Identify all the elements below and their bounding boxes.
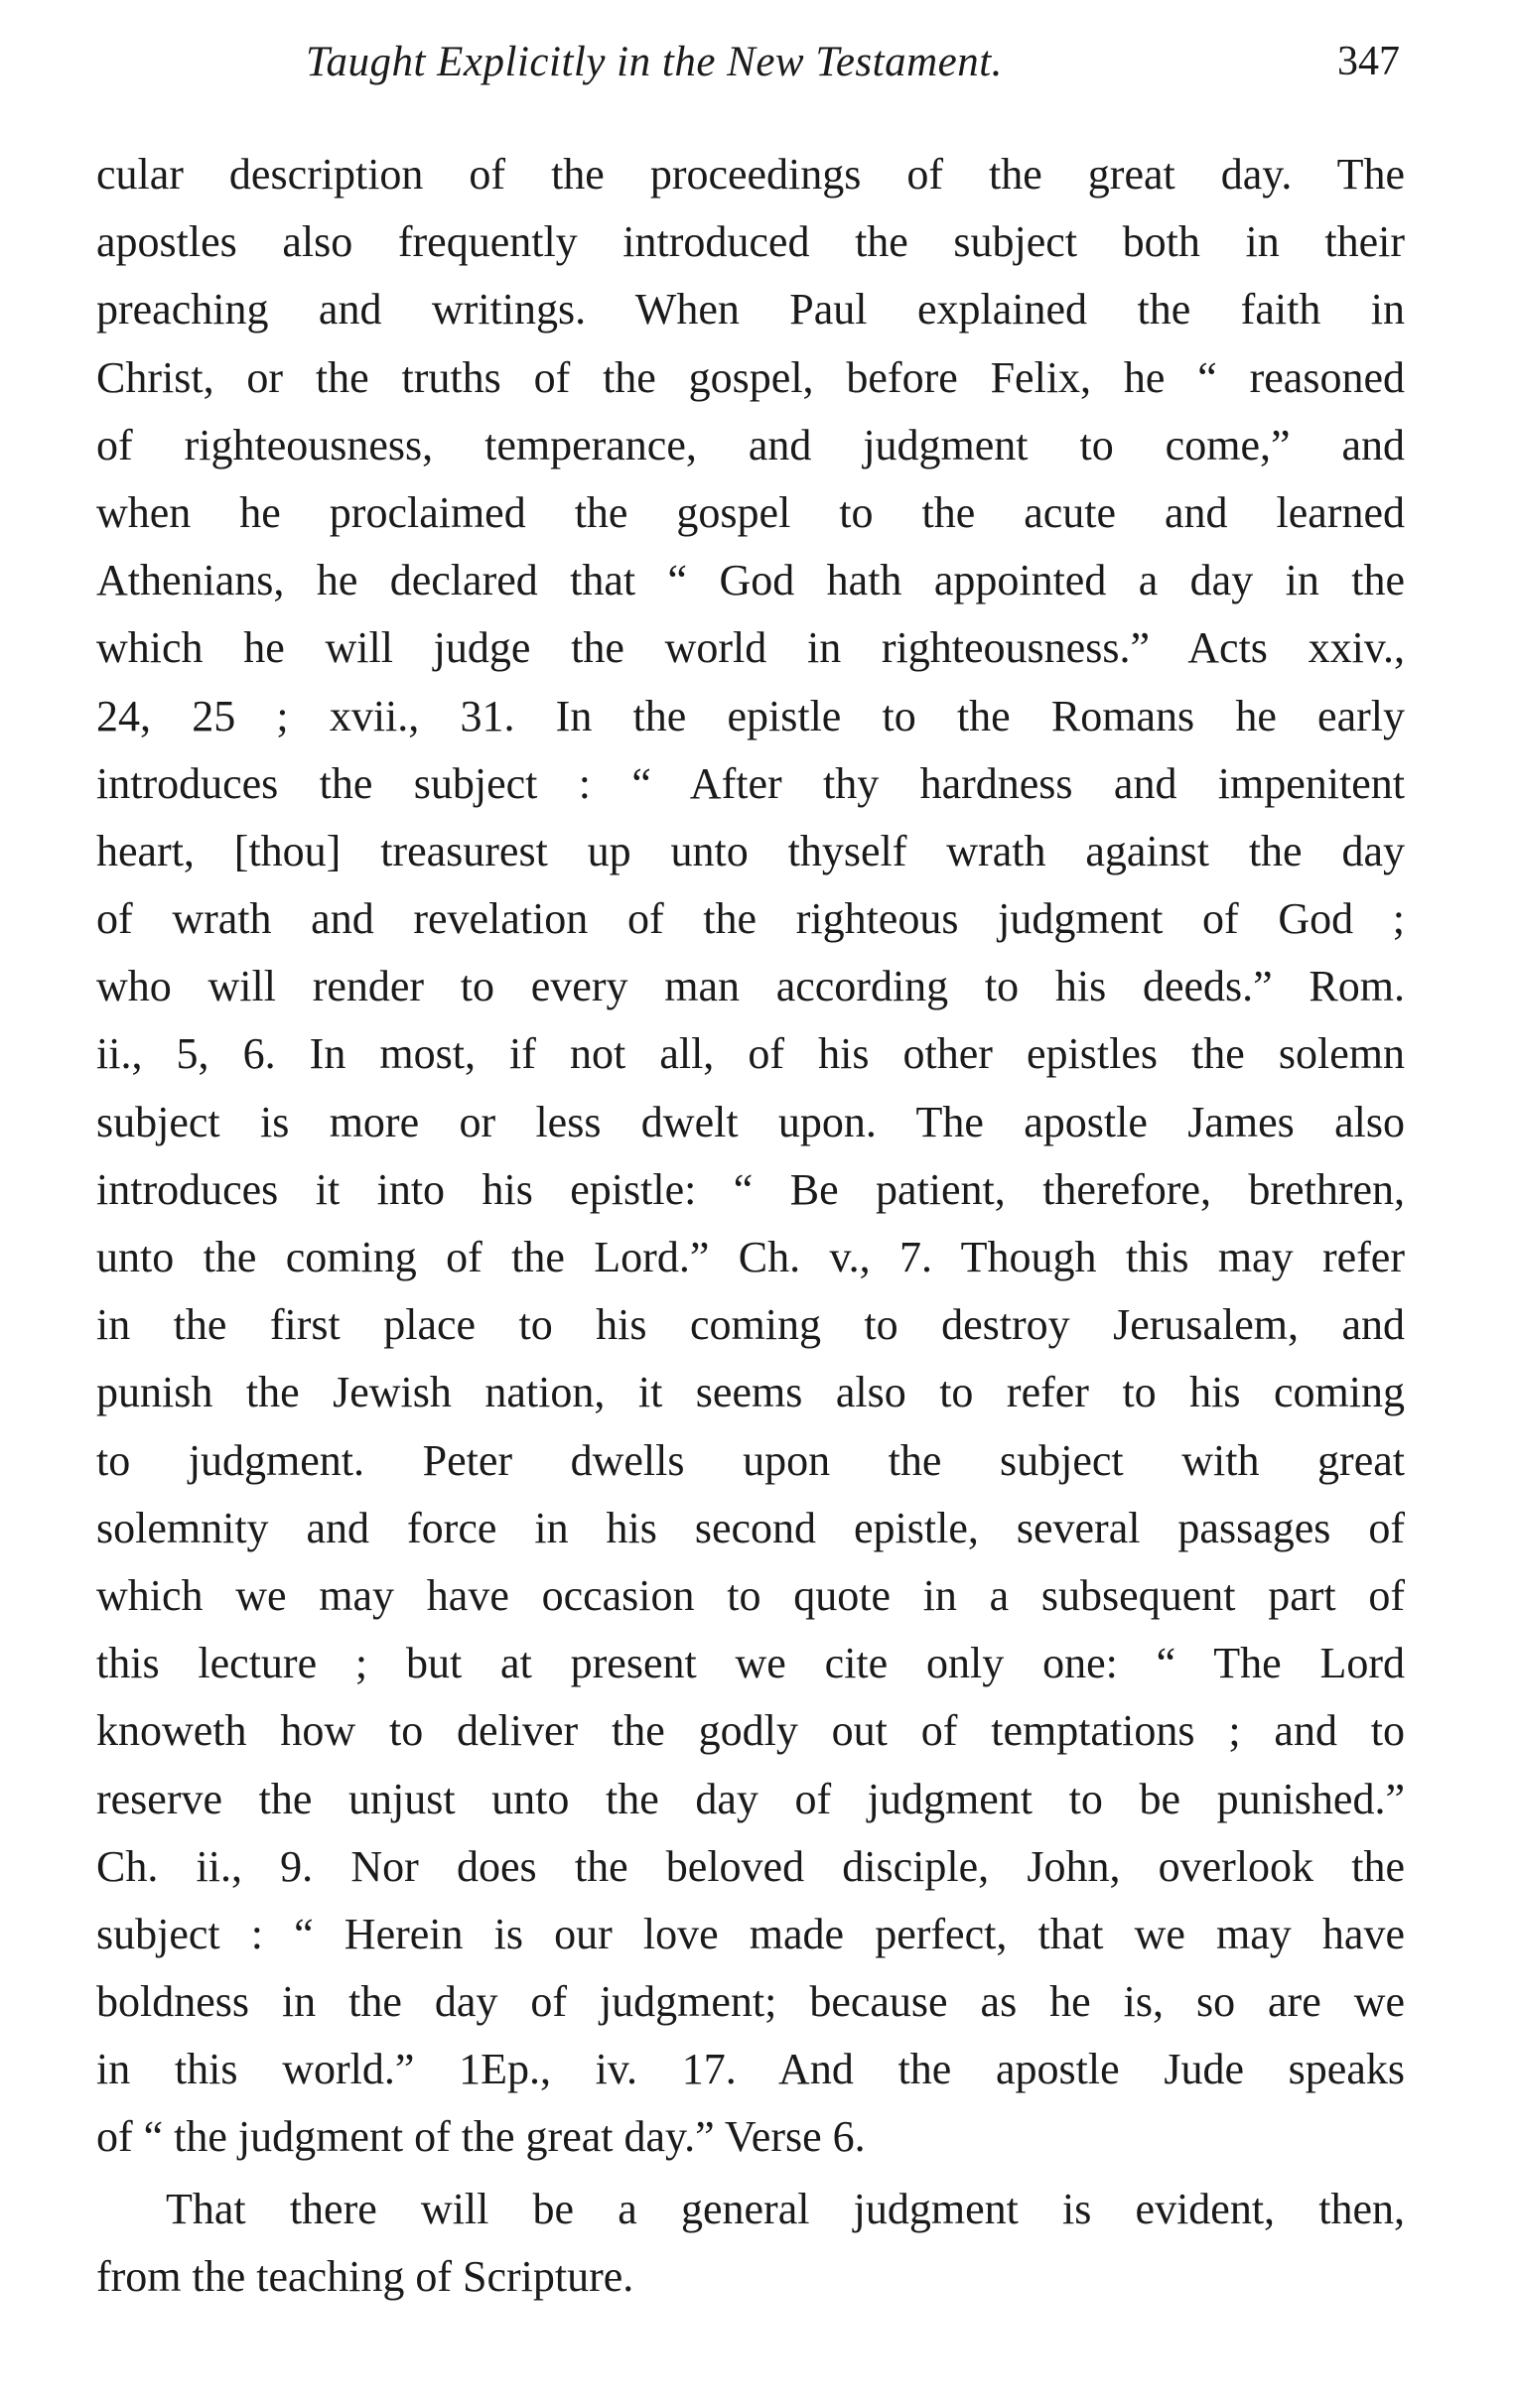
paragraph-1: [96, 141, 1405, 2172]
text-line: 24, 25 ; xvii., 31. In the epistle to the Romans he early: [96, 691, 1405, 740]
text-line: apostles also frequently introduced the subject both in their: [96, 217, 1405, 267]
running-head: [99, 38, 1400, 107]
text-line: cular description of the proceedings of the great day. The: [96, 150, 1405, 199]
body-text: [96, 141, 1405, 2311]
text-line: ii., 5, 6. In most, if not all, of his other epistles the solemn: [96, 1029, 1405, 1079]
text-line: subject : “ Herein is our love made perfect, that we may have: [96, 1909, 1405, 1958]
paragraph-2: [96, 2176, 1405, 2311]
text-line: punish the Jewish nation, it seems also to refer to his coming: [96, 1368, 1405, 1417]
text-line: to judgment. Peter dwells upon the subject with great: [96, 1435, 1405, 1485]
text-line: That there will be a general judgment is evident, then,: [166, 2184, 1405, 2233]
text-line: this lecture ; but at present we cite only one: “ The Lord: [96, 1639, 1405, 1688]
text-line: Christ, or the truths of the gospel, before Felix, he “ reasoned: [96, 352, 1405, 402]
text-line: which we may have occasion to quote in a subsequent part of: [96, 1570, 1405, 1620]
text-line: introduces it into his epistle: “ Be patient, therefore, brethren,: [96, 1164, 1405, 1214]
text-line: boldness in the day of judgment; because as he is, so are we: [96, 1977, 1405, 2027]
text-line: of wrath and revelation of the righteous judgment of God ;: [96, 894, 1405, 944]
text-line: of righteousness, temperance, and judgment to come,” and: [96, 420, 1405, 469]
text-line: heart, [thou] treasurest up unto thyself wrath against the day: [96, 826, 1405, 875]
text-line: reserve the unjust unto the day of judgment to be punished.”: [96, 1774, 1405, 1823]
text-line: solemnity and force in his second epistle, several passages of: [96, 1503, 1405, 1552]
text-line: in the first place to his coming to destroy Jerusalem, and: [96, 1300, 1405, 1350]
text-line: introduces the subject : “ After thy hardness and impenitent: [96, 758, 1405, 808]
page-number: 347: [1337, 39, 1400, 84]
text-line: from the teaching of Scripture.: [96, 2251, 634, 2301]
text-line: who will render to every man according to his deeds.” Rom.: [96, 962, 1405, 1011]
text-line: subject is more or less dwelt upon. The apostle James also: [96, 1097, 1405, 1146]
text-line: which he will judge the world in righteousness.” Acts xxiv.,: [96, 623, 1405, 673]
text-line: when he proclaimed the gospel to the acute and learned: [96, 487, 1405, 537]
text-line: of “ the judgment of the great day.” Verse 6.: [96, 2112, 866, 2162]
text-line: knoweth how to deliver the godly out of temptations ; and to: [96, 1706, 1405, 1756]
text-line: unto the coming of the Lord.” Ch. v., 7. Though this may refer: [96, 1233, 1405, 1281]
running-title: Taught Explicitly in the New Testament.: [306, 39, 1003, 85]
text-line: Athenians, he declared that “ God hath appointed a day in the: [96, 556, 1405, 605]
text-line: preaching and writings. When Paul explained the faith in: [96, 285, 1405, 334]
text-line: in this world.” 1Ep., iv. 17. And the apostle Jude speaks: [96, 2045, 1405, 2094]
text-line: Ch. ii., 9. Nor does the beloved disciple, John, overlook the: [96, 1841, 1405, 1891]
